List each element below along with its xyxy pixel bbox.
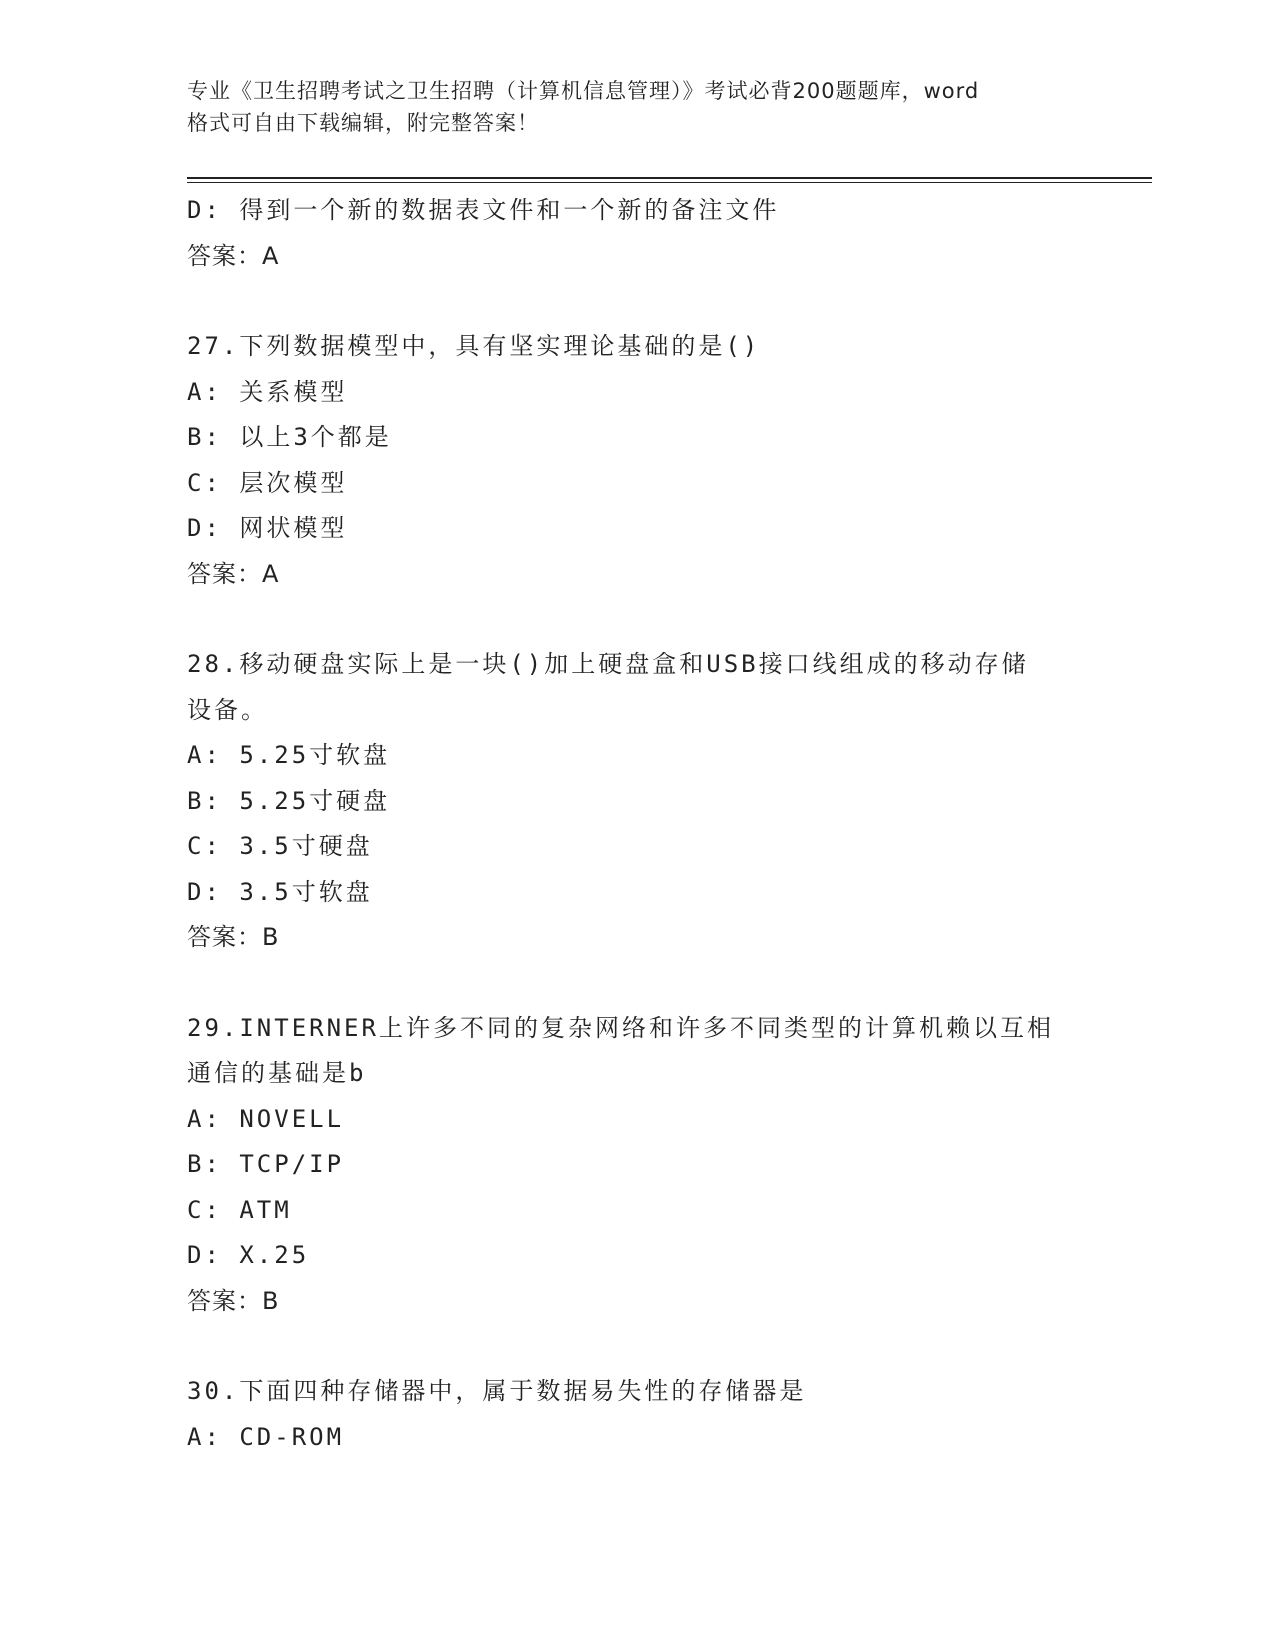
question-block-27 <box>187 324 1087 597</box>
question-text-continued: 设备。 <box>187 695 268 724</box>
header-divider-thin <box>187 182 1152 183</box>
option-a: A: 关系模型 <box>187 377 348 406</box>
question-list <box>187 188 1087 1460</box>
question-text: 30.下面四种存储器中，属于数据易失性的存储器是 <box>187 1377 807 1405</box>
question-text: 28.移动硬盘实际上是一块()加上硬盘盒和USB接口线组成的移动存储 <box>187 650 1029 678</box>
question-block-30 <box>187 1369 1087 1460</box>
option-a: A: CD-ROM <box>187 1422 345 1451</box>
option-d: D: 3.5寸软盘 <box>187 877 373 906</box>
answer-line: 答案：A <box>187 559 280 588</box>
option-a: A: NOVELL <box>187 1104 345 1133</box>
header-divider-thick <box>187 177 1152 179</box>
option-d: D: 网状模型 <box>187 514 348 542</box>
option-a: A: 5.25寸软盘 <box>187 741 391 769</box>
question-text: 29.INTERNER上许多不同的复杂网络和许多不同类型的计算机赖以互相 <box>187 1013 1054 1042</box>
option-b: B: 以上3个都是 <box>187 423 392 451</box>
option-b: B: TCP/IP <box>187 1150 345 1178</box>
answer-line: 答案：A <box>187 241 280 270</box>
option-c: C: 层次模型 <box>187 468 348 497</box>
question-text: 27.下列数据模型中，具有坚实理论基础的是() <box>187 332 761 360</box>
option-b: B: 5.25寸硬盘 <box>187 786 391 815</box>
option-c: C: 3.5寸硬盘 <box>187 832 373 860</box>
question-block-28 <box>187 642 1087 961</box>
question-block-29 <box>187 1006 1087 1325</box>
header-line-1: 专业《卫生招聘考试之卫生招聘（计算机信息管理）》考试必背200题题库，word <box>187 79 980 103</box>
question-text-continued: 通信的基础是b <box>187 1059 367 1087</box>
header-line-2: 格式可自由下载编辑，附完整答案！ <box>187 111 539 135</box>
option-c: C: ATM <box>187 1195 292 1224</box>
option-d: D: X.25 <box>187 1241 310 1269</box>
answer-line: 答案：B <box>187 923 280 951</box>
answer-line: 答案：B <box>187 1286 280 1315</box>
option-d: D: 得到一个新的数据表文件和一个新的备注文件 <box>187 196 780 224</box>
document-header <box>187 75 1087 139</box>
